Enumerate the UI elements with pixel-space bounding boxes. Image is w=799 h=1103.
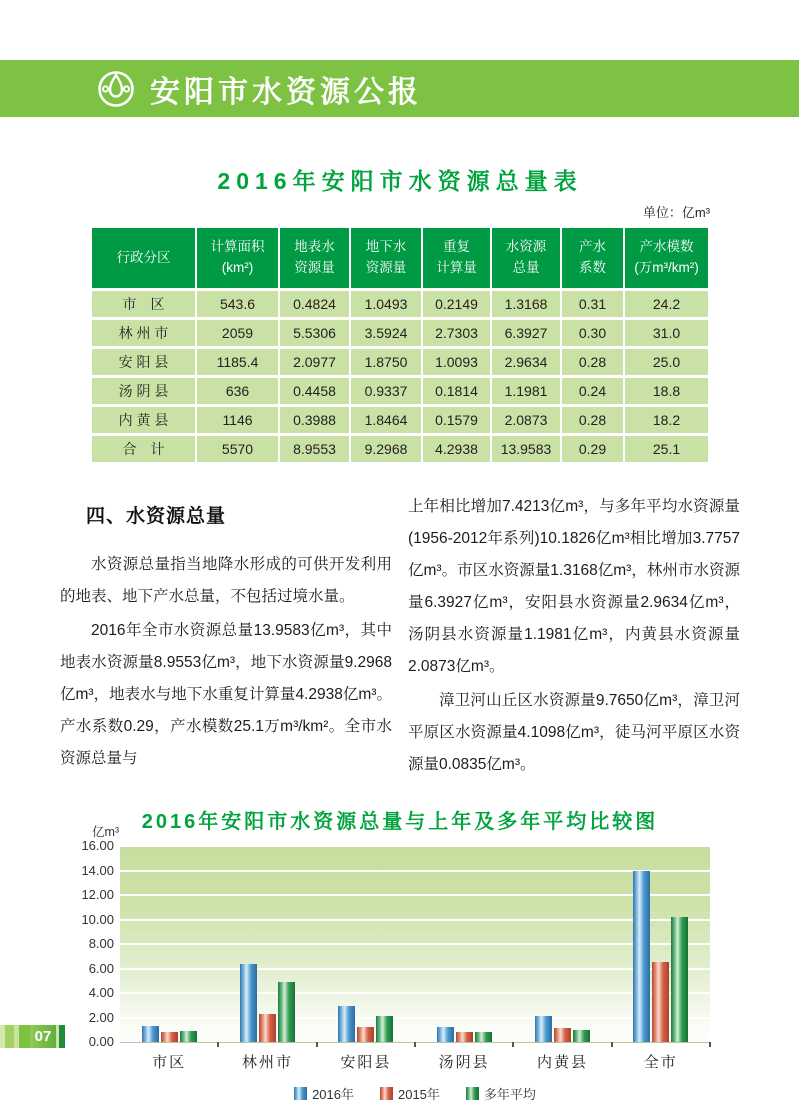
table-cell: 0.1579 — [423, 407, 490, 433]
table-cell: 1185.4 — [197, 349, 278, 375]
bar-多年平均-安阳县 — [376, 1016, 393, 1042]
table-cell: 31.0 — [625, 320, 708, 346]
table-cell: 0.3988 — [280, 407, 349, 433]
table-cell: 安 阳 县 — [92, 349, 195, 375]
y-tick-label: 0.00 — [88, 1034, 114, 1049]
table-cell: 0.30 — [562, 320, 623, 346]
x-category-label: 安阳县 — [340, 1054, 392, 1071]
table-header-cell: 行政分区 — [92, 228, 195, 288]
footer-stripe — [19, 1025, 30, 1048]
table-cell: 25.1 — [625, 436, 708, 462]
table-cell: 9.2968 — [351, 436, 421, 462]
bar-2016年-内黄县 — [535, 1016, 552, 1042]
x-category-label: 市区 — [152, 1054, 187, 1071]
table-header-cell: 地表水 资源量 — [280, 228, 349, 288]
bar-2015年-市区 — [161, 1032, 178, 1042]
table-row — [92, 320, 708, 346]
table-row — [92, 436, 708, 462]
x-category-label: 汤阴县 — [438, 1054, 490, 1071]
paragraph: 漳卫河山丘区水资源量9.7650亿m³，漳卫河平原区水资源量4.1098亿m³，徒马河平原区水资源量0.0835亿m³。 — [408, 692, 740, 773]
legend-item-2015年 — [380, 1084, 440, 1103]
table-cell: 5570 — [197, 436, 278, 462]
paragraph: 上年相比增加7.4213亿m³，与多年平均水资源量(1956-2012年系列)10.1826亿m³相比增加3.7757亿m³。市区水资源量1.3168亿m³，林州市水资源量6.3927亿m³，安阳县水资源量2.9634亿m³，汤阴县水资源量1.1981亿m³，内黄县水资源量2.0873亿m³。 — [408, 498, 740, 675]
y-axis — [68, 825, 120, 1049]
table-header-cell: 重复 计算量 — [423, 228, 490, 288]
table-header-cell: 地下水 资源量 — [351, 228, 421, 288]
table-cell: 2.0977 — [280, 349, 349, 375]
bar-2015年-内黄县 — [554, 1028, 571, 1042]
table-cell: 0.28 — [562, 349, 623, 375]
bar-group-林州市 — [218, 846, 316, 1042]
table-cell: 4.2938 — [423, 436, 490, 462]
water-bureau-logo-icon — [96, 69, 136, 109]
legend-item-2016年 — [294, 1084, 354, 1103]
legend-label: 多年平均 — [483, 1087, 536, 1102]
header-banner — [0, 60, 799, 117]
bar-2016年-全市 — [633, 871, 650, 1042]
page-content — [60, 117, 740, 1103]
legend-label: 2016年 — [312, 1087, 354, 1102]
bar-2016年-汤阴县 — [437, 1027, 454, 1042]
chart-legend — [120, 1084, 710, 1103]
x-axis-tick — [512, 1042, 514, 1047]
table-body — [92, 291, 708, 462]
table-cell: 0.31 — [562, 291, 623, 317]
legend-item-多年平均 — [466, 1084, 536, 1103]
table-cell: 2.7303 — [423, 320, 490, 346]
bar-多年平均-全市 — [671, 917, 688, 1042]
table-header-cell: 水资源 总量 — [492, 228, 560, 288]
bar-group-安阳县 — [317, 846, 415, 1042]
bar-多年平均-内黄县 — [573, 1030, 590, 1042]
legend-swatch — [466, 1087, 479, 1100]
table-cell: 2.0873 — [492, 407, 560, 433]
footer-band — [0, 1025, 65, 1048]
table-cell: 汤 阴 县 — [92, 378, 195, 404]
bar-2015年-安阳县 — [357, 1027, 374, 1042]
table-cell: 24.2 — [625, 291, 708, 317]
table-title: 2016年安阳市水资源总量表 — [217, 168, 583, 194]
x-axis-tick — [611, 1042, 613, 1047]
table-cell: 合 计 — [92, 436, 195, 462]
table-cell: 0.2149 — [423, 291, 490, 317]
table-cell: 1.3168 — [492, 291, 560, 317]
paragraph: 水资源总量指当地降水形成的可供开发利用的地表、地下产水总量，不包括过境水量。 — [60, 556, 392, 605]
article-left-column — [60, 491, 392, 783]
table-cell: 1.0493 — [351, 291, 421, 317]
plot-area — [120, 846, 710, 1043]
table-cell: 1.8464 — [351, 407, 421, 433]
table-header-row — [92, 228, 708, 288]
section-heading: 四、水资源总量 — [86, 506, 227, 527]
x-axis-tick — [414, 1042, 416, 1047]
chart-title: 2016年安阳市水资源总量与上年及多年平均比较图 — [141, 811, 659, 833]
bar-2015年-林州市 — [259, 1014, 276, 1042]
bar-多年平均-林州市 — [278, 982, 295, 1042]
y-tick-label: 14.00 — [81, 862, 114, 878]
x-axis-labels — [120, 1051, 710, 1072]
table-cell: 市 区 — [92, 291, 195, 317]
y-axis-unit: 亿m³ — [92, 825, 120, 839]
table-cell: 8.9553 — [280, 436, 349, 462]
table-header-cell: 产水模数 (万m³/km²) — [625, 228, 708, 288]
table-cell: 6.3927 — [492, 320, 560, 346]
bar-group-汤阴县 — [415, 846, 513, 1042]
table-cell: 0.9337 — [351, 378, 421, 404]
page-number: 07 — [30, 1025, 56, 1048]
bar-2015年-全市 — [652, 962, 669, 1042]
table-cell: 林 州 市 — [92, 320, 195, 346]
article-section — [60, 491, 740, 783]
table-cell: 2.9634 — [492, 349, 560, 375]
table-row — [92, 407, 708, 433]
table-cell: 0.4458 — [280, 378, 349, 404]
table-cell: 3.5924 — [351, 320, 421, 346]
legend-swatch — [380, 1087, 393, 1100]
chart-body — [68, 825, 740, 1049]
bar-多年平均-汤阴县 — [475, 1032, 492, 1042]
bar-group-内黄县 — [513, 846, 611, 1042]
table-cell: 1146 — [197, 407, 278, 433]
table-cell: 0.28 — [562, 407, 623, 433]
table-cell: 内 黄 县 — [92, 407, 195, 433]
comparison-chart — [60, 805, 740, 1103]
water-resources-table — [90, 225, 710, 465]
bar-多年平均-市区 — [180, 1031, 197, 1042]
y-tick-label: 2.00 — [88, 1009, 114, 1025]
table-header-cell: 计算面积 (km²) — [197, 228, 278, 288]
table-cell: 1.0093 — [423, 349, 490, 375]
table-cell: 0.24 — [562, 378, 623, 404]
y-tick-label: 6.00 — [88, 960, 114, 976]
x-axis-tick — [316, 1042, 318, 1047]
paragraph: 2016年全市水资源总量13.9583亿m³，其中地表水资源量8.9553亿m³，地下水资源量9.2968亿m³，地表水与地下水重复计算量4.2938亿m³。产水系数0.29，产水模数25.1万m³/km²。全市水资源总量与 — [60, 622, 392, 767]
bar-2016年-市区 — [142, 1026, 159, 1042]
x-axis-tick — [709, 1042, 711, 1047]
table-row — [92, 291, 708, 317]
table-cell: 18.8 — [625, 378, 708, 404]
y-tick-label: 12.00 — [81, 887, 114, 902]
bar-2016年-安阳县 — [338, 1006, 355, 1042]
bar-group-全市 — [612, 846, 710, 1042]
table-cell: 18.2 — [625, 407, 708, 433]
bulletin-title: 安阳市水资源公报 — [150, 75, 422, 109]
bar-group-市区 — [120, 846, 218, 1042]
x-category-label: 林州市 — [241, 1054, 293, 1071]
footer-stripe — [59, 1025, 65, 1048]
y-tick-label: 8.00 — [88, 936, 114, 951]
table-cell: 636 — [197, 378, 278, 404]
y-tick-label: 16.00 — [81, 838, 114, 853]
table-cell: 13.9583 — [492, 436, 560, 462]
unit-note: 单位：亿m³ — [642, 205, 710, 220]
legend-swatch — [294, 1087, 307, 1100]
table-cell: 25.0 — [625, 349, 708, 375]
y-tick-label: 4.00 — [88, 985, 114, 1000]
x-category-label: 全市 — [643, 1054, 678, 1071]
table-cell: 5.5306 — [280, 320, 349, 346]
y-tick-label: 10.00 — [81, 911, 114, 927]
footer-stripe — [5, 1025, 14, 1048]
x-axis-tick — [217, 1042, 219, 1047]
article-right-column — [408, 491, 740, 783]
table-header-cell: 产水 系数 — [562, 228, 623, 288]
table-cell: 543.6 — [197, 291, 278, 317]
bar-2016年-林州市 — [240, 964, 257, 1042]
x-category-label: 内黄县 — [536, 1054, 588, 1071]
table-row — [92, 349, 708, 375]
bar-2015年-汤阴县 — [456, 1032, 473, 1042]
table-cell: 0.29 — [562, 436, 623, 462]
legend-label: 2015年 — [397, 1087, 440, 1102]
table-cell: 2059 — [197, 320, 278, 346]
table-cell: 1.1981 — [492, 378, 560, 404]
table-cell: 0.4824 — [280, 291, 349, 317]
table-cell: 0.1814 — [423, 378, 490, 404]
table-row — [92, 378, 708, 404]
table-cell: 1.8750 — [351, 349, 421, 375]
